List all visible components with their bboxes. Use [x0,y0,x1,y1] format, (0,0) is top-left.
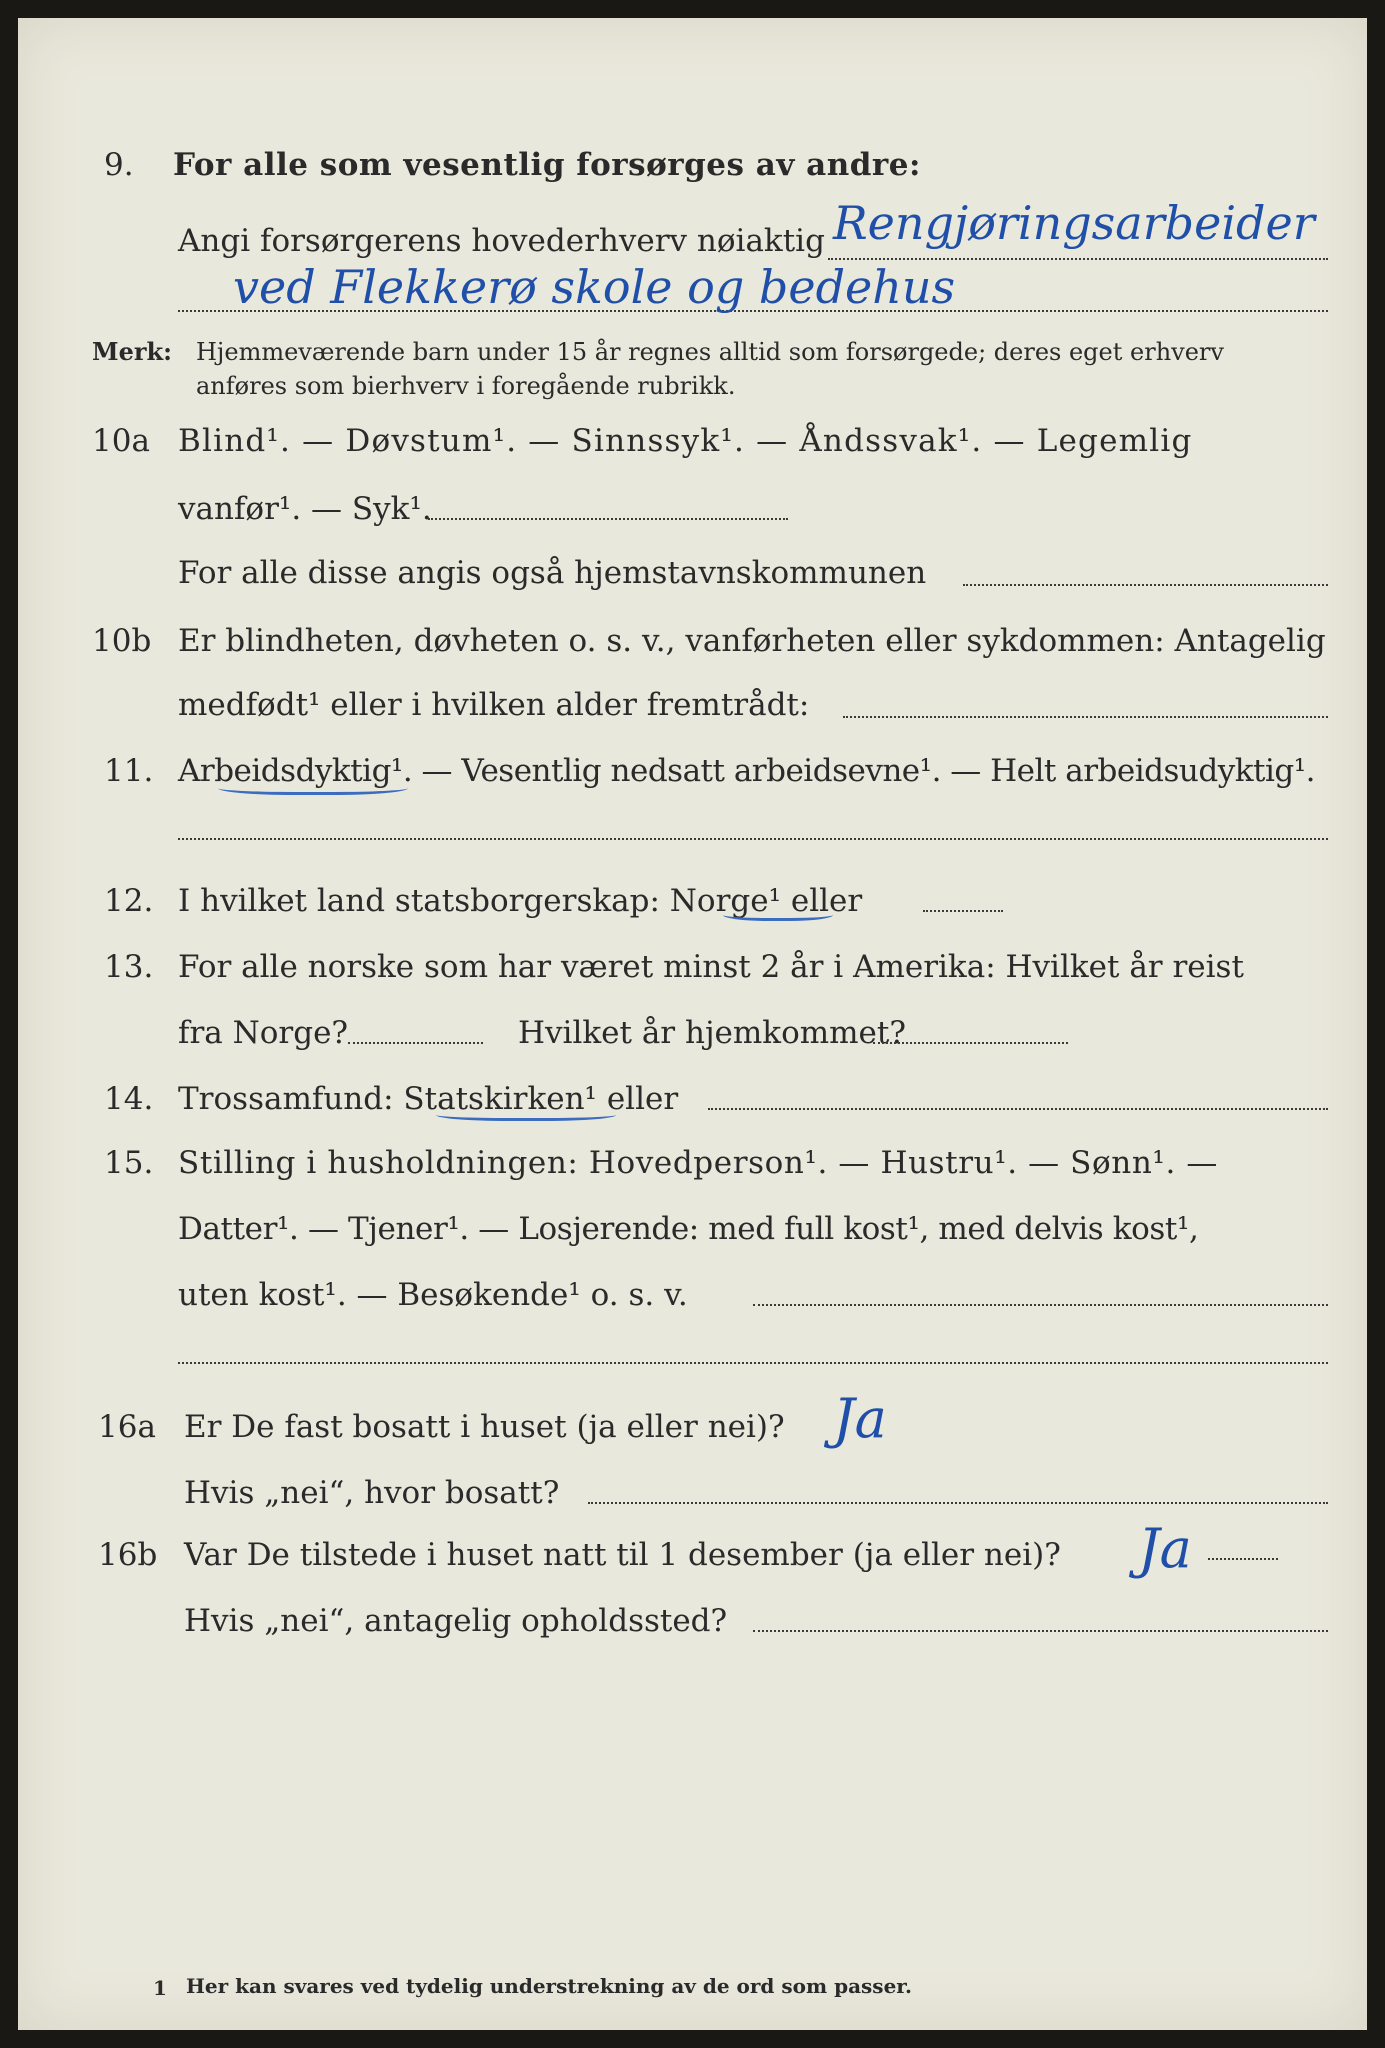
q9-line1: For alle som vesentlig forsørges av andre: [173,147,921,183]
q12-handwritten-underline [723,906,833,921]
q9-line2: Angi forsørgerens hovederhverv nøiaktig [178,223,825,259]
q16a-fill-line2 [588,1502,1328,1504]
q16a-number: 16a [98,1409,156,1445]
q16b-line1: Var De tilstede i huset natt til 1 desember (ja eller nei)? [184,1537,1061,1573]
census-form-page [18,18,1367,2030]
q13-number: 13. [104,949,154,985]
q11-fill-line [178,838,1328,840]
q16b-fill-line2 [753,1630,1328,1632]
q13-line2b: Hvilket år hjemkommet? [518,1015,906,1051]
q13-fill-hjemkommet [873,1042,1068,1044]
q15-number: 15. [104,1145,154,1181]
q15-line2: Datter¹. — Tjener¹. — Losjerende: med full kost¹, med delvis kost¹, [178,1211,1199,1247]
q16a-handwriting: Ja [833,1387,887,1450]
q11-line1: Arbeidsdyktig¹. — Vesentlig nedsatt arbeidsevne¹. — Helt arbeidsudyktig¹. [178,753,1316,789]
q13-fill-reist [348,1042,483,1044]
q10b-fill-line2 [843,716,1328,718]
q14-handwritten-underline [436,1106,616,1121]
footnote-mark: 1 [153,1976,167,2000]
q16a-line2: Hvis „nei“, hvor bosatt? [184,1475,560,1511]
q10b-line1: Er blindheten, døvheten o. s. v., vanførheten eller sykdommen: Antagelig [178,623,1326,659]
q15-fill-line4 [178,1362,1328,1364]
q16b-fill-line1 [1208,1558,1278,1560]
footnote-text: Her kan svares ved tydelig understrekning av de ord som passer. [186,1974,912,1998]
q10a-line1: Blind¹. — Døvstum¹. — Sinnssyk¹. — Åndssvak¹. — Legemlig [178,423,1193,459]
merk-line2: anføres som bierhverv i foregående rubrikk. [196,372,736,400]
q11-number: 11. [104,753,154,789]
q10b-number: 10b [92,623,152,659]
q15-line3: uten kost¹. — Besøkende¹ o. s. v. [178,1277,688,1313]
q13-line2a: fra Norge? [178,1015,349,1051]
q16b-line2: Hvis „nei“, antagelig opholdssted? [184,1603,728,1639]
q12-number: 12. [104,883,154,919]
q16a-line1: Er De fast bosatt i huset (ja eller nei)? [184,1409,785,1445]
q16b-handwriting: Ja [1138,1517,1192,1580]
q10a-number: 10a [92,423,150,459]
q14-line1: Trossamfund: Statskirken¹ eller [178,1081,679,1117]
q9-number: 9. [104,147,134,183]
q15-fill-line3 [753,1304,1328,1306]
q10a-fill-line2 [428,518,788,520]
merk-line1: Hjemmeværende barn under 15 år regnes alltid som forsørgede; deres eget erhverv [196,338,1224,366]
q9-handwriting-2: ved Flekkerø skole og bedehus [233,260,956,314]
q14-fill-line [708,1108,1328,1110]
q13-line1: For alle norske som har været minst 2 år i Amerika: Hvilket år reist [178,949,1244,985]
q9-handwriting-1: Rengjøringsarbeider [833,196,1315,250]
q10a-fill-line3 [963,584,1328,586]
q16b-number: 16b [98,1537,158,1573]
q12-line1: I hvilket land statsborgerskap: Norge¹ eller [178,883,863,919]
q11-handwritten-underline [218,778,408,795]
q10a-line2: vanfør¹. — Syk¹. [178,491,432,527]
q14-number: 14. [104,1081,154,1117]
q10a-line3: For alle disse angis også hjemstavnskommunen [178,555,927,591]
q12-fill-line [923,910,1003,912]
merk-label: Merk: [92,337,172,366]
q15-line1: Stilling i husholdningen: Hovedperson¹. — Hustru¹. — Sønn¹. — [178,1145,1218,1181]
q10b-line2: medfødt¹ eller i hvilken alder fremtrådt: [178,687,810,723]
